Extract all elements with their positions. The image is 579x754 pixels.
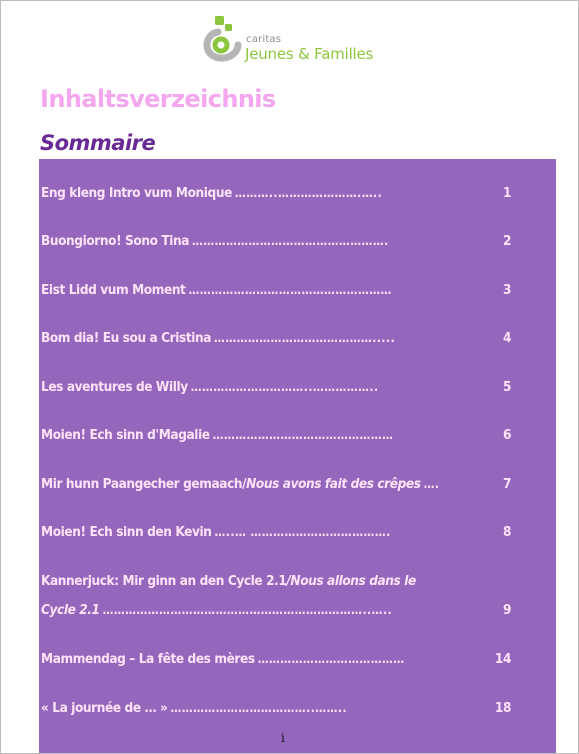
page-number: i: [281, 731, 285, 745]
toc-leader-dots: …………………………………………….: [192, 234, 389, 248]
toc-entry-title: Moien! Ech sinn d'Magalie: [41, 427, 210, 443]
toc-entry-title: Moien! Ech sinn den Kevin: [41, 524, 212, 540]
caritas-logo: [200, 12, 374, 68]
toc-entry[interactable]: [41, 379, 511, 401]
toc-entry-title: Eist Lidd vum Moment: [41, 282, 186, 298]
toc-page-number: 3: [502, 282, 511, 298]
toc-page-number: 4: [502, 330, 511, 346]
toc-page-number: 7: [502, 476, 511, 492]
logo-jeunes-familles-text: Jeunes & Familles: [245, 45, 374, 63]
toc-entry[interactable]: [41, 185, 511, 207]
toc-entry-title: Buongiorno! Sono Tina: [41, 233, 190, 249]
toc-leader-dots: …………………………………………: [212, 428, 394, 442]
caritas-logo-icon: [200, 12, 242, 68]
toc-leader-dots: ………………………………………………: [188, 283, 392, 297]
toc-leader-dots: …………………………………: [257, 652, 405, 666]
toc-entry[interactable]: [41, 524, 511, 546]
toc-entry-title: Cycle 2.1: [41, 602, 100, 618]
toc-entry-title: Eng kleng Intro vum Monique: [41, 185, 232, 201]
toc-entry-title: Les aventures de Willy: [41, 379, 188, 395]
toc-entry[interactable]: [41, 602, 511, 624]
toc-leader-dots: ….: [423, 477, 440, 491]
toc-entry[interactable]: [41, 651, 511, 673]
toc-entry-title: Mir hunn Paangecher gemaach/Nous avons fait des crêpes: [41, 476, 421, 492]
toc-leader-dots: ………………………………..……..: [170, 701, 348, 715]
toc-page-number: 6: [502, 427, 511, 443]
toc-entry[interactable]: [41, 476, 511, 498]
toc-page-number: 5: [502, 379, 511, 395]
toc-entry-title: Bom dia! Eu sou a Cristina: [41, 330, 212, 346]
toc-entry[interactable]: [41, 700, 511, 722]
toc-leader-dots: ………..………………….…..: [234, 186, 383, 200]
toc-entry[interactable]: [41, 330, 511, 352]
toc-leader-dots: …………………………..……………..: [190, 380, 379, 394]
table-of-contents: [39, 159, 556, 753]
toc-entry-title: Kannerjuck: Mir ginn an den Cycle 2.1/Nous allons dans le: [41, 573, 416, 589]
toc-page-number: 18: [494, 700, 511, 716]
logo-caritas-text: caritas: [246, 34, 282, 45]
toc-leader-dots: …..… ……………………………….: [214, 525, 391, 539]
toc-entry[interactable]: [41, 427, 511, 449]
toc-entry[interactable]: [41, 233, 511, 255]
toc-page-number: 14: [494, 651, 511, 667]
toc-leader-dots: ……………………………………………………………..…..: [102, 603, 393, 617]
toc-leader-dots: …………………………………….....: [214, 331, 396, 345]
title-inhaltsverzeichnis: Inhaltsverzeichnis: [40, 85, 276, 113]
toc-page-number: 8: [502, 524, 511, 540]
toc-entry-title: « La journée de … »: [41, 700, 168, 716]
toc-entry[interactable]: [41, 282, 511, 304]
toc-entry[interactable]: [41, 573, 511, 595]
toc-entry-title: Mammendag – La fête des mères: [41, 651, 255, 667]
toc-page-number: 1: [502, 185, 511, 201]
title-sommaire: Sommaire: [40, 131, 156, 155]
toc-page-number: 9: [502, 602, 511, 618]
toc-page-number: 2: [502, 233, 511, 249]
